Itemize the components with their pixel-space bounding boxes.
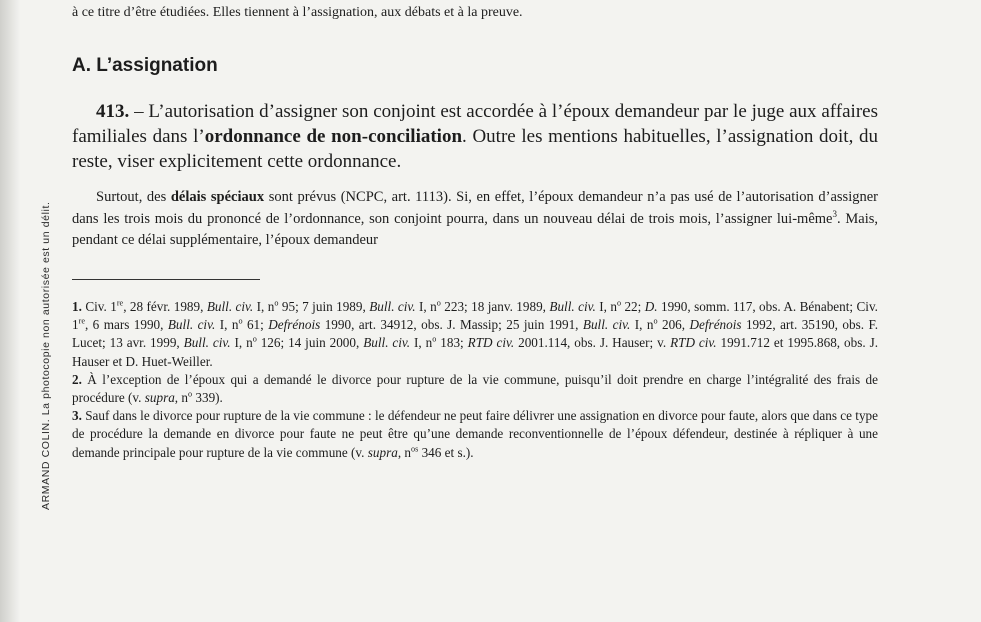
page-binding-shadow <box>0 0 20 622</box>
footnote-separator <box>72 279 260 280</box>
footnote-1: 1. Civ. 1re, 28 févr. 1989, Bull. civ. I, $n^o$ 95; 7 juin 1989, Bull. civ. I, $n^o$ 223; 18 janv. 1989, Bull. civ. I, $n^o$ 22; D. 1990, somm. 117, obs. A. Bénabent; Civ. 1re, 6 mars 1990, Bull. civ. I, $n^o$ 61; Defrénois 1990, art. 34912, obs. J. Massip; 25 juin 1991, Bull. civ. I, $n^o$ 206, Defrénois 1992, art. 35190, obs. F. Lucet; 13 avr. 1999, Bull. civ. I, $n^o$ 126; 14 juin 2000, Bull. civ. I, $n^o$ 183; RTD civ. 2001.114, obs. J. Hauser; v. RTD civ. 1991.712 et 1995.868, obs. J. Hauser et D. Huet-Weiller. <box>72 298 879 369</box>
paragraph-413: 413. – L’autorisation d’assigner son conjoint est accordée à l’époux demandeur par le juge aux affaires familiales dans l’ordonnance de non-conciliation. Outre les mentions habituelles, l’assignation doit, du reste, viser explicitement cette ordonnance. <box>72 101 878 172</box>
footnote-ref-3: 3 <box>832 208 837 219</box>
footnote-3: 3. Sauf dans le divorce pour rupture de la vie commune : le défendeur ne peut faire délivrer une assignation en divorce pour faute, alors que dans ce type de procédure la demande en divorce pour faute ne peut être qu’une demande reconventionnelle de l’époux défendeur, destinée à répliquer à une demande principale pour rupture de la vie commune (v. supra, $n^{os}$ 346 et s.). <box>72 408 878 460</box>
footnote-2: 2. À l’exception de l’époux qui a demandé le divorce pour rupture de la vie commune, puisqu’il doit prendre en charge l’intégralité des frais de procédure (v. supra, $n^o$ 339). <box>72 371 878 406</box>
top-continuation-line: à ce titre d’être étudiées. Elles tiennent à l’assignation, aux débats et à la preuve. <box>72 5 523 20</box>
paragraph-number: 413. <box>96 101 130 122</box>
section-heading: A. L’assignation <box>72 55 218 76</box>
emphasis-delais: délais spéciaux <box>170 189 265 205</box>
footnotes <box>72 298 878 462</box>
emphasis-ordonnance: ordonnance de non-conciliation <box>204 126 463 147</box>
margin-copyright-notice: ARMAND COLIN. La photocopie non autorisée est un délit. <box>40 201 52 510</box>
paragraph-delais: Surtout, des délais spéciaux sont prévus (NCPC, art. 1113). Si, en effet, l’époux demandeur n’a pas usé de l’autorisation d’assigner dans les trois mois du prononcé de l’ordonnance, son conjoint pourra, dans un nouveau délai de trois mois, l’assigner lui-même$^3$. Mais, pendant ce délai supplémentaire, l’époux demandeur <box>72 189 879 248</box>
